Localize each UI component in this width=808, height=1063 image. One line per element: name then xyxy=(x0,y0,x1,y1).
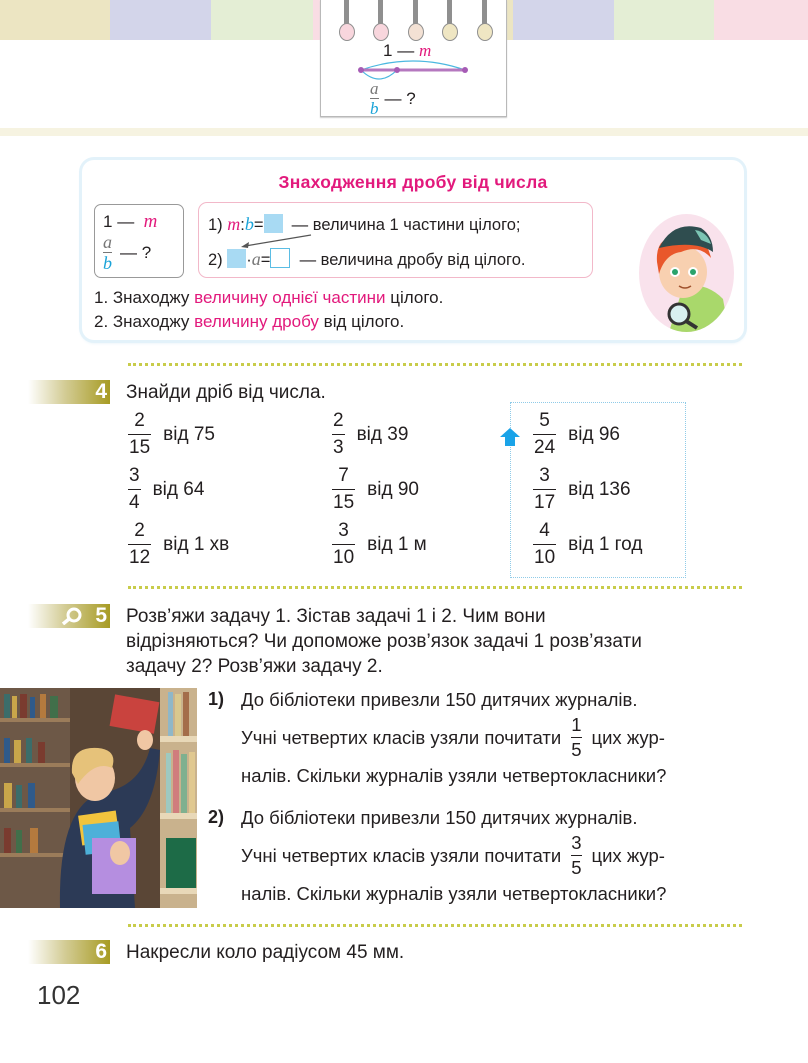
detective-boy-illustration xyxy=(639,214,734,332)
steps-box xyxy=(198,202,593,278)
fraction-of-value: від 1 год xyxy=(568,533,643,555)
rule-title: Знаходження дробу від числа xyxy=(278,172,548,192)
task-4-instruction: Знайди дріб від числа. xyxy=(126,382,326,403)
fraction xyxy=(128,465,141,514)
fraction xyxy=(571,714,581,761)
fraction-numerator: a xyxy=(370,79,379,98)
fraction-numerator: 3 xyxy=(338,520,349,541)
fraction-numerator: 5 xyxy=(539,410,550,431)
var-m: m xyxy=(227,214,241,234)
fraction xyxy=(533,410,556,459)
problem-line: налів. Скільки журналів узяли четвертокласники? xyxy=(241,765,667,786)
fraction-bar xyxy=(533,434,556,435)
notepad-var-m: m xyxy=(418,41,432,60)
arrow-icon xyxy=(239,233,314,249)
section-divider xyxy=(128,586,742,589)
fraction xyxy=(332,465,355,514)
fraction xyxy=(571,832,581,879)
fraction-exercise xyxy=(128,465,204,514)
problem-line: налів. Скільки журналів узяли четвертокласники? xyxy=(241,883,667,904)
fraction-exercise xyxy=(332,520,427,569)
fraction-numerator: a xyxy=(103,232,112,252)
fraction xyxy=(128,520,151,569)
step-2 xyxy=(208,248,525,270)
strip-segment xyxy=(614,0,714,40)
up-arrow-icon xyxy=(500,428,520,446)
fraction-of-value: від 136 xyxy=(568,478,631,500)
method-prefix: 2. Знаходжу xyxy=(94,312,190,331)
fraction-denominator: 5 xyxy=(571,857,582,878)
fraction-bar xyxy=(332,544,355,545)
fraction-exercise xyxy=(533,410,620,459)
fraction-bar xyxy=(128,434,151,435)
empty-square xyxy=(270,248,290,268)
ring-hole xyxy=(477,23,493,41)
fraction-bar xyxy=(332,489,355,490)
strip-segment xyxy=(0,0,110,40)
method-suffix: від цілого. xyxy=(323,312,405,331)
method-highlight: величину однієї частини xyxy=(194,288,386,307)
multiply-sign: · xyxy=(246,251,252,269)
fraction-of-value: від 1 хв xyxy=(163,533,230,555)
problem-label: 2) xyxy=(208,807,225,827)
fraction-denominator: 17 xyxy=(534,492,556,513)
notepad-fraction-line xyxy=(370,80,416,117)
var-a: a xyxy=(251,249,261,269)
boy-in-library-photo xyxy=(0,688,197,908)
given-dash: — xyxy=(117,212,135,231)
filled-square xyxy=(227,249,246,268)
fraction-denominator: 15 xyxy=(333,492,355,513)
given-one: 1 xyxy=(103,212,113,231)
given-line1 xyxy=(103,211,157,233)
fraction-exercise xyxy=(533,465,631,514)
fraction-exercise xyxy=(332,410,408,459)
fraction-numerator: 2 xyxy=(134,520,145,541)
fraction-denominator: 10 xyxy=(333,547,355,568)
task-number-badge xyxy=(28,940,110,964)
notepad-one: 1 xyxy=(383,41,393,60)
fraction-denominator: 24 xyxy=(534,437,556,458)
fraction-of-value: від 75 xyxy=(163,423,215,445)
fraction xyxy=(533,520,556,569)
method-line-2 xyxy=(94,312,404,332)
fraction-bar xyxy=(128,489,141,490)
ring-hole xyxy=(373,23,389,41)
fraction-numerator: 1 xyxy=(571,714,582,735)
fraction-denominator: 12 xyxy=(129,547,151,568)
fraction xyxy=(332,410,345,459)
rule-box xyxy=(82,160,744,340)
ring-hole xyxy=(408,23,424,41)
fraction-numerator: 2 xyxy=(333,410,344,431)
fraction-exercise xyxy=(533,520,642,569)
fraction-of-value: від 39 xyxy=(356,423,409,445)
problem-line xyxy=(241,832,665,879)
problem-text: Учні четвертих класів узяли почитати xyxy=(241,726,562,748)
task-5-text-line: Розв’яжи задачу 1. Зістав задачі 1 і 2. Чим вони xyxy=(126,606,546,627)
strip-segment xyxy=(513,0,614,40)
strip-segment xyxy=(714,0,808,40)
fraction-denominator: 15 xyxy=(129,437,151,458)
step-text: — величина 1 частини цілого; xyxy=(291,216,521,234)
method-line-1 xyxy=(94,288,443,308)
problem-line: До бібліотеки привезли 150 дитячих журналів. xyxy=(241,689,638,710)
task-5-text-line: відрізняються? Чи допоможе розв’язок задачі 1 розв’язати xyxy=(126,631,642,652)
problem-text: Учні четвертих класів узяли почитати xyxy=(241,844,562,866)
fraction-numerator: 3 xyxy=(571,832,582,853)
fraction-denominator: 10 xyxy=(534,547,556,568)
header-band xyxy=(0,128,808,136)
fraction-numerator: 3 xyxy=(539,465,550,486)
step-label: 2) xyxy=(208,251,223,269)
given-question: — ? xyxy=(120,242,152,262)
method-suffix: цілого. xyxy=(390,288,444,307)
problem-line: До бібліотеки привезли 150 дитячих журналів. xyxy=(241,807,638,828)
fraction-denominator: b xyxy=(103,253,112,273)
method-prefix: 1. Знаходжу xyxy=(94,288,190,307)
fraction-exercise xyxy=(332,465,419,514)
fraction-exercise xyxy=(128,520,229,569)
section-divider xyxy=(128,363,742,366)
task-6-text: Накресли коло радіусом 45 мм. xyxy=(126,942,405,963)
fraction xyxy=(128,410,151,459)
given-var-m: m xyxy=(143,211,158,232)
strip-segment xyxy=(211,0,313,40)
step-label: 1) xyxy=(208,216,223,234)
fraction-numerator: 2 xyxy=(134,410,145,431)
task-number: 5 xyxy=(95,604,107,627)
fraction-bar xyxy=(571,855,581,856)
task-number: 6 xyxy=(95,940,107,963)
problem-text: цих жур- xyxy=(591,726,665,748)
notepad-question: — ? xyxy=(384,88,416,108)
given-line2 xyxy=(103,233,151,272)
given-box xyxy=(94,204,184,278)
step-1 xyxy=(208,214,521,235)
fraction-of-value: від 1 м xyxy=(367,533,427,555)
fraction-numerator: 4 xyxy=(539,520,550,541)
equals-sign: = xyxy=(253,216,264,234)
page-number: 102 xyxy=(37,980,81,1010)
magnifier-icon xyxy=(62,607,84,625)
task-number-badge xyxy=(28,380,110,404)
problem-line xyxy=(241,714,665,761)
task-5-text-line: задачу 2? Розв’яжи задачу 2. xyxy=(126,656,383,677)
fraction-of-value: від 64 xyxy=(152,478,205,500)
fraction-of-value: від 96 xyxy=(568,423,620,445)
fraction xyxy=(533,465,556,514)
ring-hole xyxy=(442,23,458,41)
fraction-denominator: b xyxy=(370,99,379,118)
problem-text: цих жур- xyxy=(591,844,665,866)
fraction-bar xyxy=(332,434,345,435)
method-highlight: величину дробу xyxy=(194,312,319,331)
strip-segment xyxy=(110,0,211,40)
equals-sign: = xyxy=(260,251,271,269)
filled-square xyxy=(264,214,283,233)
fraction-bar xyxy=(571,737,581,738)
fraction-numerator: 3 xyxy=(129,465,140,486)
fraction xyxy=(332,520,355,569)
fraction-denominator: 4 xyxy=(129,492,140,513)
divide-sign: : xyxy=(240,216,245,234)
task-number-badge xyxy=(28,604,110,628)
task-number: 4 xyxy=(95,380,107,403)
ring-hole xyxy=(339,23,355,41)
var-b: b xyxy=(244,214,254,234)
fraction-of-value: від 90 xyxy=(367,478,419,500)
fraction-exercise xyxy=(128,410,215,459)
notepad-dash: — xyxy=(397,41,415,60)
step-text: — величина дробу від цілого. xyxy=(299,251,526,269)
section-divider xyxy=(128,924,742,927)
fraction-bar xyxy=(128,544,151,545)
fraction-numerator: 7 xyxy=(338,465,349,486)
problem-label: 1) xyxy=(208,689,225,709)
notepad-illustration xyxy=(320,0,507,117)
fraction-bar xyxy=(533,489,556,490)
fraction-denominator: 3 xyxy=(333,437,344,458)
fraction-denominator: 5 xyxy=(571,739,582,760)
fraction-bar xyxy=(533,544,556,545)
